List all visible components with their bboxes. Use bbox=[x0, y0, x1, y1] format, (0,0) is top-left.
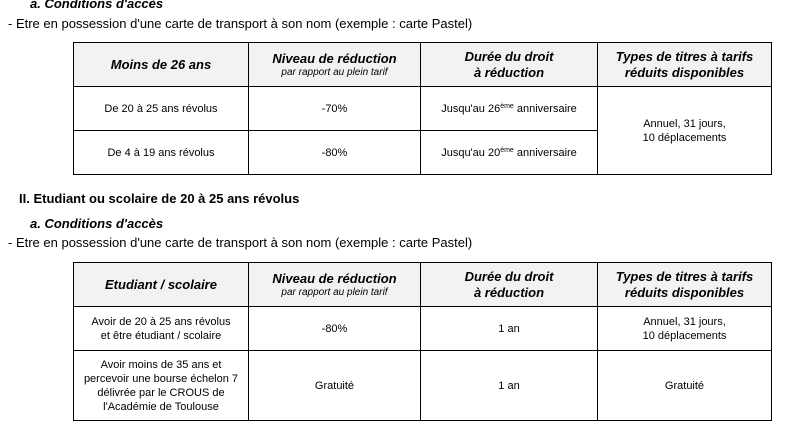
section1-condition: - Etre en possession d'une carte de transport à son nom (exemple : carte Pastel) bbox=[8, 16, 473, 31]
table-header-row bbox=[74, 263, 772, 307]
header-reduction: Niveau de réduction par rapport au plein tarif bbox=[249, 263, 421, 307]
header-category: Moins de 26 ans bbox=[74, 43, 249, 87]
header-reduction-note: par rapport au plein tarif bbox=[281, 66, 388, 78]
header-duration: Durée du droit à réduction bbox=[421, 43, 598, 87]
table-row bbox=[74, 307, 772, 351]
row-category: Avoir de 20 à 25 ans révolus et être étudiant / scolaire bbox=[74, 307, 249, 351]
row-duration: Jusqu'au 26ème anniversaire bbox=[421, 87, 598, 131]
row-category: Avoir moins de 35 ans et percevoir une bourse échelon 7 délivrée par le CROUS de l'Académie de Toulouse bbox=[74, 351, 249, 421]
row-titles: Gratuité bbox=[598, 351, 772, 421]
header-duration: Durée du droit à réduction bbox=[421, 263, 598, 307]
row-duration: 1 an bbox=[421, 307, 598, 351]
row-titles-merged: Annuel, 31 jours, 10 déplacements bbox=[598, 87, 772, 175]
section2-subheading: a. Conditions d'accès bbox=[30, 216, 164, 231]
header-category: Etudiant / scolaire bbox=[74, 263, 249, 307]
row-duration: 1 an bbox=[421, 351, 598, 421]
row-category: De 20 à 25 ans révolus bbox=[74, 87, 249, 131]
header-reduction-note: par rapport au plein tarif bbox=[281, 286, 388, 298]
row-reduction: Gratuité bbox=[249, 351, 421, 421]
row-duration: Jusqu'au 20ème anniversaire bbox=[421, 131, 598, 175]
table-row bbox=[74, 87, 772, 131]
table-student bbox=[73, 262, 772, 421]
row-reduction: -80% bbox=[249, 307, 421, 351]
table-row bbox=[74, 351, 772, 421]
row-category: De 4 à 19 ans révolus bbox=[74, 131, 249, 175]
header-reduction: Niveau de réduction par rapport au plein tarif bbox=[249, 43, 421, 87]
header-titles: Types de titres à tarifs réduits disponibles bbox=[598, 263, 772, 307]
row-titles: Annuel, 31 jours, 10 déplacements bbox=[598, 307, 772, 351]
section2-heading: II. Etudiant ou scolaire de 20 à 25 ans révolus bbox=[19, 191, 300, 206]
section2-condition: - Etre en possession d'une carte de transport à son nom (exemple : carte Pastel) bbox=[8, 235, 473, 250]
section1-subheading: a. Conditions d'accès bbox=[30, 0, 164, 11]
table-header-row bbox=[74, 43, 772, 87]
header-titles: Types de titres à tarifs réduits disponibles bbox=[598, 43, 772, 87]
table-under-26 bbox=[73, 42, 772, 175]
row-reduction: -70% bbox=[249, 87, 421, 131]
row-reduction: -80% bbox=[249, 131, 421, 175]
